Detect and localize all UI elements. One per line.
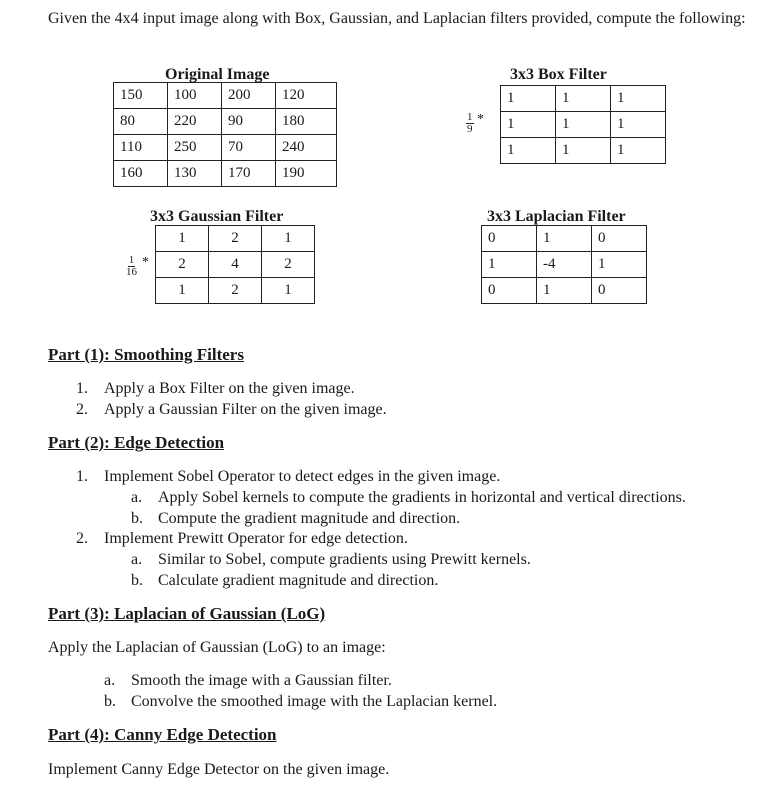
part1-heading: Part (1): Smoothing Filters bbox=[48, 345, 244, 364]
list-item-marker: b. bbox=[131, 572, 143, 589]
list-item: Convolve the smoothed image with the Laplacian kernel. bbox=[131, 693, 498, 710]
laplacian-filter-title: 3x3 Laplacian Filter bbox=[487, 208, 626, 225]
list-item-marker: 1. bbox=[76, 468, 88, 485]
table-cell: 1 bbox=[556, 138, 611, 164]
table-cell: 70 bbox=[222, 135, 276, 161]
list-item-marker: b. bbox=[104, 693, 116, 710]
box-filter-title: 3x3 Box Filter bbox=[510, 66, 607, 83]
list-item-marker: 2. bbox=[76, 401, 88, 418]
list-item-marker: a. bbox=[131, 489, 143, 506]
table-cell: 2 bbox=[262, 252, 315, 278]
part2-heading: Part (2): Edge Detection bbox=[48, 433, 225, 452]
part4-heading: Part (4): Canny Edge Detection bbox=[48, 725, 277, 744]
list-item: Smooth the image with a Gaussian filter. bbox=[131, 672, 392, 689]
part4-description: Implement Canny Edge Detector on the given image. bbox=[48, 761, 390, 778]
table-cell: 1 bbox=[501, 138, 556, 164]
table-cell: 1 bbox=[156, 278, 209, 304]
gaussian-filter-table bbox=[155, 225, 315, 304]
part3-description: Apply the Laplacian of Gaussian (LoG) to an image: bbox=[48, 639, 386, 656]
list-item: Compute the gradient magnitude and direction. bbox=[158, 510, 461, 527]
scale-denominator: 16 bbox=[126, 266, 137, 278]
table-cell: 2 bbox=[209, 278, 262, 304]
intro-paragraph: Given the 4x4 input image along with Box, Gaussian, and Laplacian filters provided, compute the following: bbox=[48, 10, 746, 27]
table-cell: 160 bbox=[114, 161, 168, 187]
list-item-marker: b. bbox=[131, 510, 143, 527]
table-cell: 190 bbox=[276, 161, 337, 187]
table-cell: 180 bbox=[276, 109, 337, 135]
table-cell: 1 bbox=[501, 86, 556, 112]
table-cell: 1 bbox=[611, 86, 666, 112]
scale-numerator: 1 bbox=[467, 111, 473, 123]
table-cell: 1 bbox=[556, 86, 611, 112]
list-item: Apply a Gaussian Filter on the given image. bbox=[104, 401, 387, 418]
table-cell: 2 bbox=[209, 226, 262, 252]
original-image-title: Original Image bbox=[165, 66, 270, 83]
table-cell: 200 bbox=[222, 83, 276, 109]
list-item: Apply a Box Filter on the given image. bbox=[104, 380, 355, 397]
list-item-marker: a. bbox=[104, 672, 116, 689]
table-cell: 1 bbox=[501, 112, 556, 138]
gaussian-filter-operator: * bbox=[142, 255, 149, 270]
table-cell: 1 bbox=[262, 278, 315, 304]
table-cell: 1 bbox=[537, 226, 592, 252]
original-image-table bbox=[113, 82, 337, 187]
list-item: Implement Prewitt Operator for edge detection. bbox=[104, 530, 408, 547]
list-item: Apply Sobel kernels to compute the gradients in horizontal and vertical directions. bbox=[158, 489, 686, 506]
scale-denominator: 9 bbox=[467, 123, 473, 135]
laplacian-filter-table bbox=[481, 225, 647, 304]
box-filter-operator: * bbox=[477, 112, 484, 127]
table-cell: 0 bbox=[482, 226, 537, 252]
list-item: Implement Sobel Operator to detect edges in the given image. bbox=[104, 468, 501, 485]
scale-numerator: 1 bbox=[128, 254, 135, 266]
gaussian-filter-title: 3x3 Gaussian Filter bbox=[150, 208, 284, 225]
table-cell: 110 bbox=[114, 135, 168, 161]
table-cell: 1 bbox=[611, 112, 666, 138]
table-cell: 0 bbox=[592, 278, 647, 304]
table-cell: 2 bbox=[156, 252, 209, 278]
part3-heading: Part (3): Laplacian of Gaussian (LoG) bbox=[48, 604, 326, 623]
table-cell: 4 bbox=[209, 252, 262, 278]
table-cell: 1 bbox=[537, 278, 592, 304]
table-cell: 100 bbox=[168, 83, 222, 109]
table-cell: -4 bbox=[537, 252, 592, 278]
table-cell: 1 bbox=[482, 252, 537, 278]
list-item-marker: 1. bbox=[76, 380, 88, 397]
list-item: Similar to Sobel, compute gradients using Prewitt kernels. bbox=[158, 551, 531, 568]
table-cell: 0 bbox=[592, 226, 647, 252]
table-cell: 1 bbox=[611, 138, 666, 164]
table-cell: 1 bbox=[556, 112, 611, 138]
gaussian-filter-scale bbox=[126, 255, 137, 278]
table-cell: 250 bbox=[168, 135, 222, 161]
table-cell: 1 bbox=[156, 226, 209, 252]
list-item: Calculate gradient magnitude and direction. bbox=[158, 572, 439, 589]
box-filter-scale bbox=[466, 112, 474, 135]
table-cell: 1 bbox=[592, 252, 647, 278]
table-cell: 240 bbox=[276, 135, 337, 161]
table-cell: 80 bbox=[114, 109, 168, 135]
table-cell: 220 bbox=[168, 109, 222, 135]
table-cell: 170 bbox=[222, 161, 276, 187]
table-cell: 120 bbox=[276, 83, 337, 109]
box-filter-table bbox=[500, 85, 666, 164]
list-item-marker: 2. bbox=[76, 530, 88, 547]
table-cell: 0 bbox=[482, 278, 537, 304]
table-cell: 1 bbox=[262, 226, 315, 252]
table-cell: 90 bbox=[222, 109, 276, 135]
list-item-marker: a. bbox=[131, 551, 143, 568]
table-cell: 150 bbox=[114, 83, 168, 109]
table-cell: 130 bbox=[168, 161, 222, 187]
